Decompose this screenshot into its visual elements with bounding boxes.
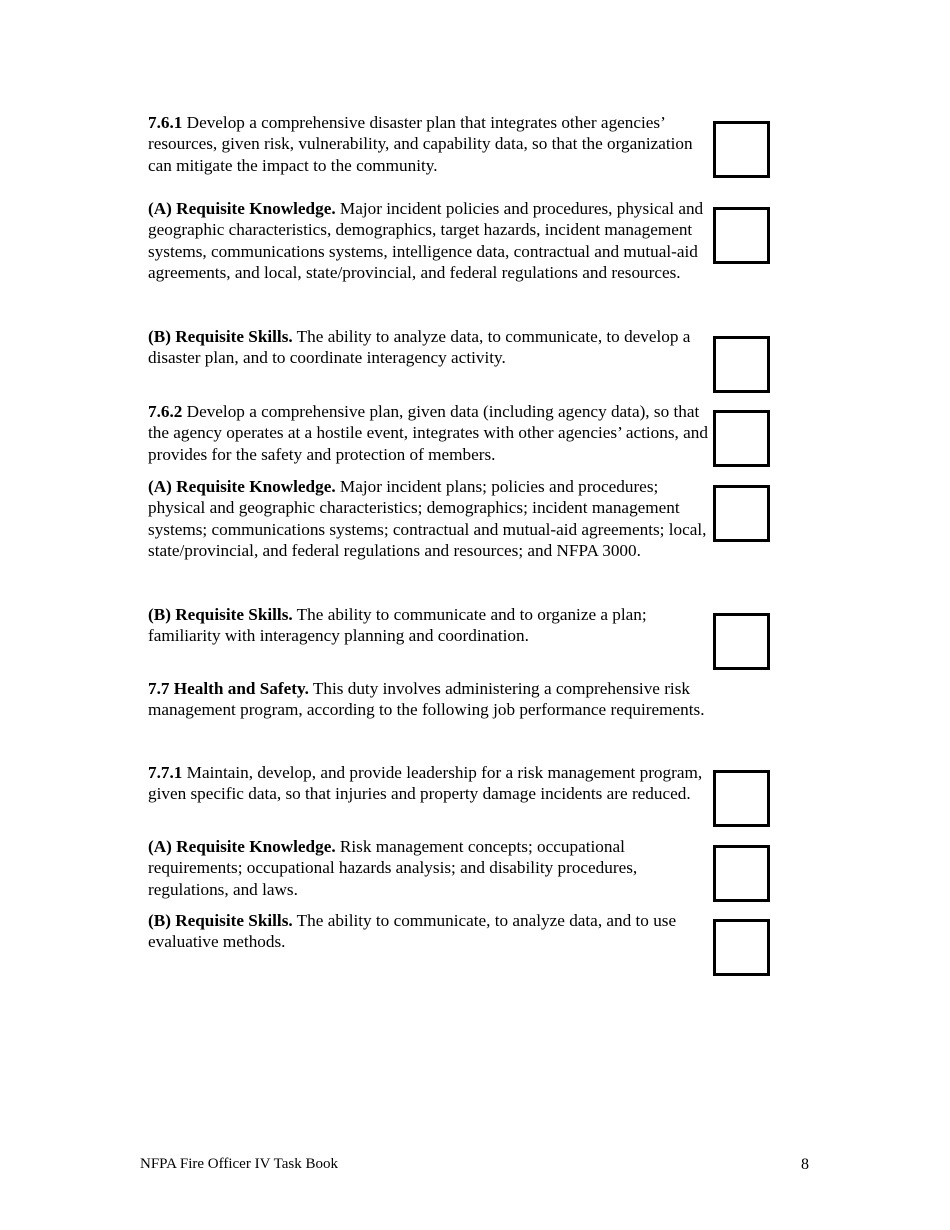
- subsection-heading: (A) Requisite Knowledge.: [148, 477, 336, 496]
- paragraph-7-7-1-knowledge: [148, 836, 708, 900]
- subsection-heading: (B) Requisite Skills.: [148, 911, 293, 930]
- paragraph-text: The ability to analyze data, to communicate, to develop a disaster plan, and to coordinate interagency activity.: [148, 327, 691, 368]
- paragraph-text: Develop a comprehensive plan, given data (including agency data), so that the agency operates at a hostile event, integrates with other agencies’ actions, and provides for the safety and protection of members.: [148, 402, 708, 464]
- subsection-heading: (B) Requisite Skills.: [148, 327, 293, 346]
- checkbox-7-6-2[interactable]: [713, 410, 770, 467]
- paragraph-7-6-2-skills: [148, 604, 708, 647]
- checkbox-7-6-2-knowledge[interactable]: [713, 485, 770, 542]
- paragraph-text: Develop a comprehensive disaster plan that integrates other agencies’ resources, given risk, vulnerability, and capability data, so that the organization can mitigate the impact to the community.: [148, 113, 693, 175]
- checkbox-7-7-1-skills[interactable]: [713, 919, 770, 976]
- checkbox-7-6-1-knowledge[interactable]: [713, 207, 770, 264]
- paragraph-text: The ability to communicate and to organize a plan; familiarity with interagency planning and coordination.: [148, 605, 647, 646]
- paragraph-text: Risk management concepts; occupational requirements; occupational hazards analysis; and disability procedures, regulations, and laws.: [148, 837, 638, 899]
- subsection-heading: (B) Requisite Skills.: [148, 605, 293, 624]
- paragraph-7-6-1-knowledge: [148, 198, 708, 284]
- paragraph-text: The ability to communicate, to analyze data, and to use evaluative methods.: [148, 911, 677, 952]
- footer-title: NFPA Fire Officer IV Task Book: [140, 1156, 338, 1172]
- checkbox-7-6-1[interactable]: [713, 121, 770, 178]
- paragraph-text: Major incident plans; policies and procedures; physical and geographic characteristics; demographics; incident management systems; communications systems; contractual and mutual-aid agreements; local, state/provincial, and federal regulations and resources; and NFPA 3000.: [148, 477, 707, 561]
- paragraph-7-7-1-skills: [148, 910, 708, 953]
- subsection-heading: (A) Requisite Knowledge.: [148, 199, 336, 218]
- paragraph-7-7-1: [148, 762, 708, 805]
- checkbox-7-7-1-knowledge[interactable]: [713, 845, 770, 902]
- section-number: 7.7.1: [148, 763, 183, 782]
- paragraph-7-7: [148, 678, 708, 721]
- paragraph-text: Major incident policies and procedures, physical and geographic characteristics, demographics, target hazards, incident management systems, communications systems, intelligence data, contractual and mutual-aid agreements, and local, state/provincial, and federal regulations and resources.: [148, 199, 704, 283]
- paragraph-7-6-2-knowledge: [148, 476, 708, 562]
- subsection-heading: (A) Requisite Knowledge.: [148, 837, 336, 856]
- paragraph-7-6-2: [148, 401, 708, 465]
- paragraph-7-6-1: [148, 112, 708, 176]
- paragraph-text: Maintain, develop, and provide leadership for a risk management program, given specific data, so that injuries and property damage incidents are reduced.: [148, 763, 703, 804]
- page-number: 8: [801, 1156, 809, 1173]
- section-heading: 7.7 Health and Safety.: [148, 679, 309, 698]
- checkbox-7-7-1[interactable]: [713, 770, 770, 827]
- paragraph-7-6-1-skills: [148, 326, 708, 369]
- paragraph-text: This duty involves administering a comprehensive risk management program, according to the following job performance requirements.: [148, 679, 705, 720]
- section-number: 7.6.1: [148, 113, 183, 132]
- checkbox-7-6-1-skills[interactable]: [713, 336, 770, 393]
- section-number: 7.6.2: [148, 402, 183, 421]
- checkbox-7-6-2-skills[interactable]: [713, 613, 770, 670]
